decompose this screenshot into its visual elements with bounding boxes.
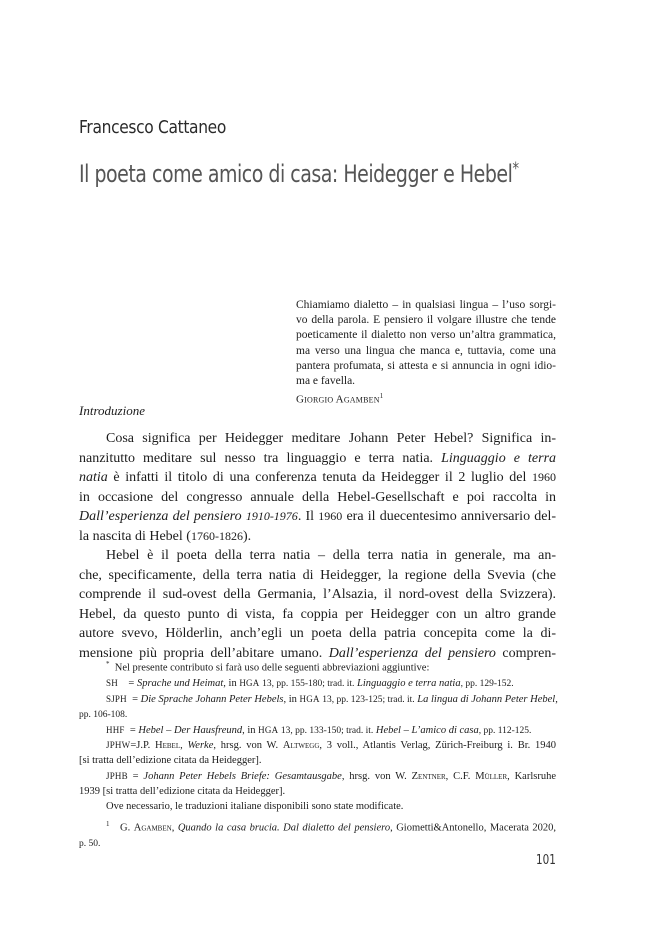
italic-run: Hebel – Der Hausfreund: [138, 724, 243, 736]
abbreviation: SJPH: [106, 694, 127, 705]
epigraph-author: Giorgio Agamben: [296, 393, 380, 406]
title-footnote-mark: *: [512, 159, 519, 179]
abbrev-sjph: [79, 692, 556, 708]
epigraph-line: poeticamente il dialetto non verso un’altra grammatica,: [296, 329, 556, 342]
epigraph-line: vo della parola. E pensiero il volgare illustre che tende: [296, 314, 556, 327]
abbreviation: SH: [106, 678, 118, 689]
abbreviation: JPHB: [106, 771, 128, 782]
text-run: , in: [283, 694, 297, 706]
year-range: 1910-1976: [245, 509, 298, 523]
italic-run: Werke: [187, 740, 214, 752]
footnote-mark: *: [106, 660, 110, 668]
text-line: autore svevo, Hölderlin, anch’egli un poeta della patria concepita come la di-: [79, 626, 556, 641]
text-line: comprende il sud-ovest della Germania, l’Alsazia, il nord-ovest della Svizzera).: [79, 587, 556, 602]
text-run: la nascita di Hebel (: [79, 528, 191, 544]
text-line: [79, 449, 556, 469]
footnote-1-cont: p. 50.: [79, 838, 101, 849]
text-line: [79, 527, 556, 547]
text-run: G.: [120, 822, 131, 834]
abbrev-jphw: [79, 738, 556, 754]
epigraph: [296, 298, 556, 408]
italic-run: Die Sprache Johann Peter Hebels: [140, 694, 284, 706]
text-run: era il duecentesimo anniversario del-: [346, 509, 557, 524]
text-run: =: [128, 678, 135, 690]
text-line: in occasione del congresso annuale della Hebel-Gesellschaft e poi raccolta in: [79, 489, 556, 505]
year: 1960: [532, 470, 557, 484]
text-line: Hebel è il poeta della terra natia – della terra natia in generale, ma an-: [106, 548, 556, 563]
author-name-sc: Hebel: [155, 740, 181, 752]
chapter-title-text: Il poeta come amico di casa: Heidegger e Hebel: [79, 160, 513, 188]
abbrev-sh: [79, 676, 556, 692]
epigraph-line: pantera profumata, si attesta e si annuncia in ogni idio-: [296, 359, 556, 372]
footnote-closing: Ove necessario, le traduzioni italiane disponibili sono state modificate.: [106, 800, 404, 812]
year: 1960: [318, 509, 343, 523]
page-number: 101: [536, 853, 556, 868]
italic-run: Dall’esperienza del pensiero: [79, 509, 242, 524]
text-run: ,: [180, 740, 183, 752]
epigraph-line: ma verso una lingua che manca e, tuttavia, come una: [296, 344, 556, 357]
abbreviation: HGA: [258, 724, 279, 735]
editor-name-sc: Zentner: [411, 771, 446, 783]
text-run: =: [132, 771, 139, 783]
body-text: [79, 429, 556, 663]
italic-run: Linguaggio e terra natia: [357, 678, 461, 690]
italic-run: Quando la casa brucia. Dal dialetto del pensiero: [177, 822, 391, 834]
text-line: [79, 468, 556, 488]
section-heading: Introduzione: [79, 403, 145, 418]
abbrev-jphb-cont: 1939 [si tratta dell’edizione citata da Heidegger].: [79, 785, 286, 797]
text-run: 13, pp. 155-180; trad. it.: [262, 679, 355, 690]
abbrev-sjph-cont: pp. 106-108.: [79, 709, 128, 720]
text-run: , Giometti&Antonello, Macerata 2020,: [390, 822, 557, 834]
italic-run: natia: [79, 470, 108, 485]
italic-run: Johann Peter Hebels Briefe: Gesamtausgabe: [143, 771, 342, 783]
text-line: che, specificamente, della terra natia di Heidegger, la regione della Svevia (che: [79, 567, 556, 583]
italic-run: Sprache und Heimat: [136, 678, 224, 690]
epigraph-attribution: [296, 389, 556, 408]
text-run: J.P.: [136, 740, 151, 752]
text-run: 13, pp. 123-125; trad. it.: [322, 695, 415, 706]
italic-run: La lingua di Johann Peter Hebel: [417, 694, 556, 706]
text-run: , C.F.: [445, 771, 471, 783]
text-run: ,: [555, 694, 558, 706]
text-run: Nel presente contributo si farà uso delle seguenti abbreviazioni aggiuntive:: [114, 662, 430, 674]
epigraph-line: Chiamiamo dialetto – in qualsiasi lingua – l’uso sorgi-: [296, 299, 556, 311]
footnote-ref: 1: [379, 392, 384, 401]
italic-run: Linguaggio e terra: [441, 450, 557, 466]
text-run: , in: [223, 678, 237, 690]
text-run: =: [132, 694, 138, 706]
footnote-mark: 1: [106, 820, 110, 829]
abbreviation: HGA: [239, 678, 260, 689]
text-line: [79, 507, 556, 527]
text-line: Cosa significa per Heidegger meditare Johann Peter Hebel? Significa in-: [106, 431, 556, 446]
publisher-name-sc: Müller: [475, 771, 508, 783]
text-run: ,: [171, 822, 175, 834]
text-run: , 3 voll., Atlantis Verlag, Zürich-Freiburg i. Br. 1940: [319, 740, 557, 752]
text-run: . Il: [297, 509, 315, 524]
year-range: 1760-1826: [190, 528, 243, 543]
abbreviation: JPHW: [106, 740, 131, 751]
italic-run: Dall’esperienza del pensiero: [328, 645, 496, 661]
text-run: , pp. 112-125.: [478, 725, 532, 736]
text-run: compren-: [502, 645, 557, 661]
text-run: , hrsg. von W.: [213, 740, 279, 752]
abbrev-jphb: [79, 769, 556, 785]
epigraph-line: ma e favella.: [296, 375, 356, 388]
abbrev-jphw-cont: [si tratta dell’edizione citata da Heidegger].: [79, 755, 262, 767]
text-run: =: [130, 740, 137, 752]
italic-run: Hebel – L’amico di casa: [375, 724, 479, 736]
text-run: , in: [242, 724, 256, 736]
text-run: ).: [242, 528, 252, 544]
text-run: =: [129, 724, 136, 736]
author-name: Francesco Cattaneo: [79, 117, 226, 138]
footnotes: [79, 657, 556, 852]
text-run: , pp. 129-152.: [460, 679, 514, 690]
abbreviation: HHF: [106, 724, 125, 735]
text-run: mensione più propria dell’abitare umano.: [79, 645, 323, 661]
text-run: , Karlsruhe: [507, 771, 556, 783]
text-run: nanzitutto meditare sul nesso tra linguaggio e terra natia.: [79, 450, 434, 466]
author-name-sc: Agamben: [133, 822, 172, 834]
abbrev-hhf: [79, 723, 556, 739]
text-run: , hrsg. von W.: [341, 771, 407, 783]
text-line: Hebel, da questo punto di vista, fa coppia per Heidegger con un altro grande: [79, 606, 556, 622]
chapter-title: [79, 159, 519, 188]
text-run: è infatti il titolo di una conferenza tenuta da Heidegger il 2 luglio del: [113, 470, 527, 485]
editor-name-sc: Altwegg: [282, 740, 320, 752]
footnote-1: [79, 817, 556, 836]
text-run: 13, pp. 133-150; trad. it.: [280, 725, 374, 736]
abbreviation: HGA: [299, 694, 320, 705]
footnote-star-intro: [79, 657, 556, 676]
